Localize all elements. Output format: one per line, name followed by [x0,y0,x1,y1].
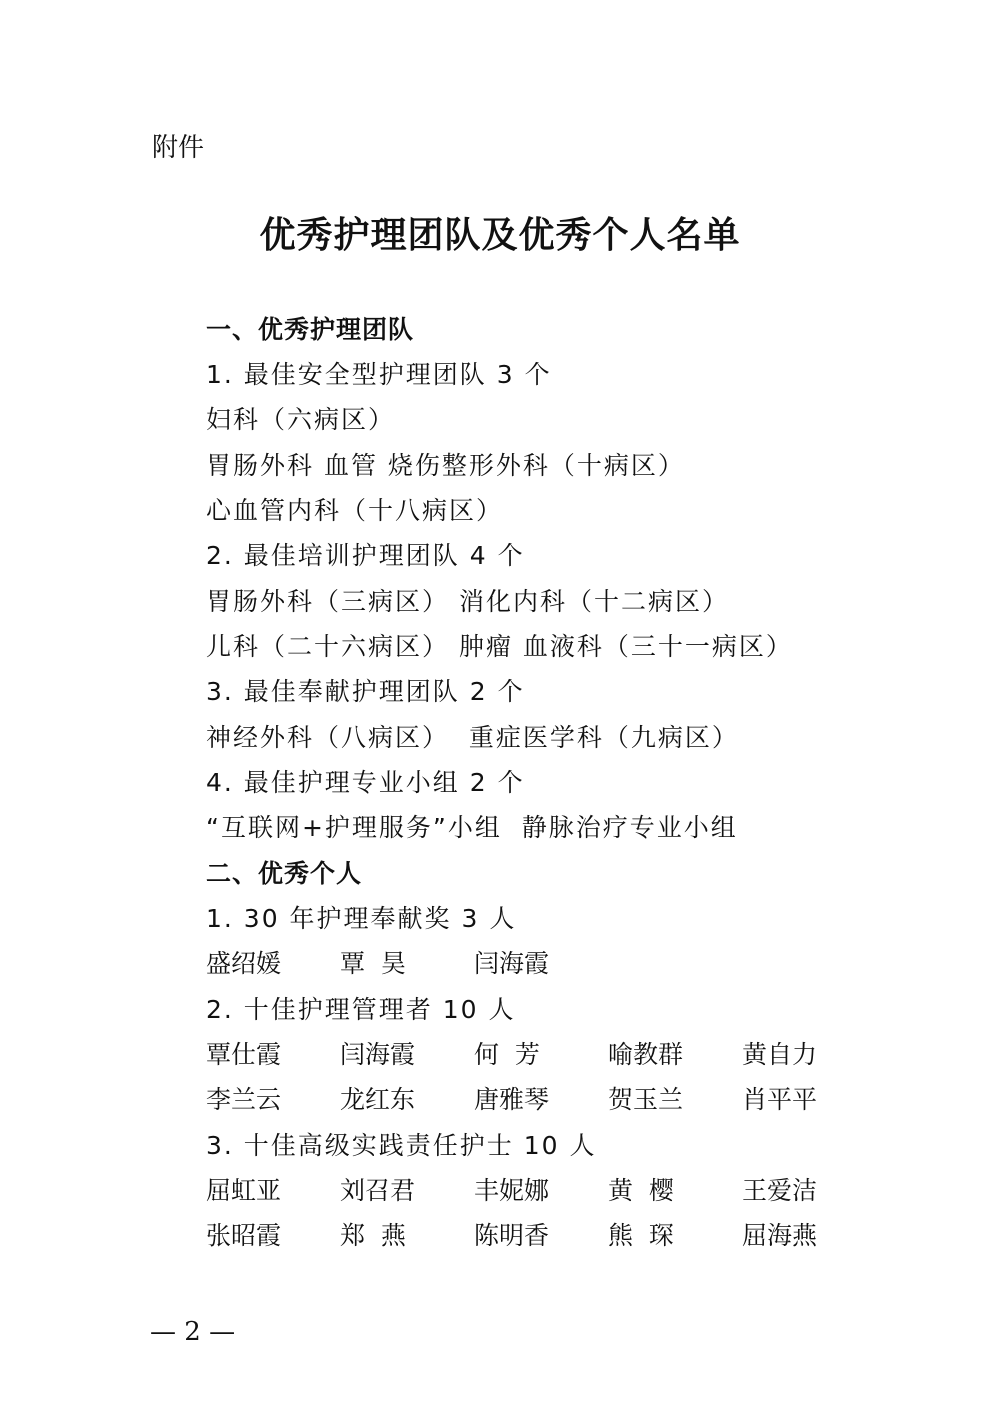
team-line: 胃肠外科（三病区） 消化内科（十二病区） [206,587,729,616]
award-heading-practice-nurses: 3. 十佳高级实践责任护士 10 人 [206,1131,597,1160]
person-name: 何 芳 [474,1040,540,1069]
person-name: 张昭霞 [206,1221,282,1250]
team-line: “互联网+护理服务”小组 静脉治疗专业小组 [206,813,738,842]
team-line: 妇科（六病区） [206,405,396,434]
person-name: 黄 樱 [608,1176,674,1205]
team-line: 胃肠外科 血管 烧伤整形外科（十病区） [206,451,685,480]
person-name: 覃仕霞 [206,1040,282,1069]
person-name: 闫海霞 [340,1040,416,1069]
person-name: 李兰云 [206,1085,282,1114]
person-name: 贺玉兰 [608,1085,684,1114]
person-name: 龙红东 [340,1085,416,1114]
person-name: 丰妮娜 [474,1176,550,1205]
category-heading-safety: 1. 最佳安全型护理团队 3 个 [206,360,552,389]
person-name: 王爱洁 [742,1176,818,1205]
section-heading-individuals: 二、优秀个人 [206,859,363,888]
attachment-label: 附件 [152,133,205,163]
category-heading-specialty-group: 4. 最佳护理专业小组 2 个 [206,768,525,797]
person-name: 陈明香 [474,1221,550,1250]
person-name: 唐雅琴 [474,1085,550,1114]
award-heading-30-years: 1. 30 年护理奉献奖 3 人 [206,904,517,933]
person-name: 黄自力 [742,1040,818,1069]
person-name: 屈海燕 [742,1221,818,1250]
name-row [206,1216,846,1256]
person-name: 肖平平 [742,1085,818,1114]
page-title: 优秀护理团队及优秀个人名单 [259,214,741,256]
person-name: 喻教群 [608,1040,684,1069]
name-row [206,1171,846,1211]
person-name: 熊 琛 [608,1221,674,1250]
award-heading-managers: 2. 十佳护理管理者 10 人 [206,995,516,1024]
team-line: 心血管内科（十八病区） [206,496,504,525]
name-row [206,1035,846,1075]
page-number: — 2 — [150,1317,236,1347]
team-line: 儿科（二十六病区） 肿瘤 血液科（三十一病区） [206,632,793,661]
person-name: 闫海霞 [474,949,550,978]
name-row [206,1080,846,1120]
person-name: 盛绍媛 [206,949,282,978]
category-heading-dedication: 3. 最佳奉献护理团队 2 个 [206,677,525,706]
section-heading-teams: 一、优秀护理团队 [206,315,415,344]
person-name: 郑 燕 [340,1221,406,1250]
category-heading-training: 2. 最佳培训护理团队 4 个 [206,541,525,570]
person-name: 覃 昊 [340,949,406,978]
person-name: 刘召君 [340,1176,416,1205]
name-row [206,944,846,984]
team-line: 神经外科（八病区） 重症医学科（九病区） [206,723,739,752]
person-name: 屈虹亚 [206,1176,282,1205]
